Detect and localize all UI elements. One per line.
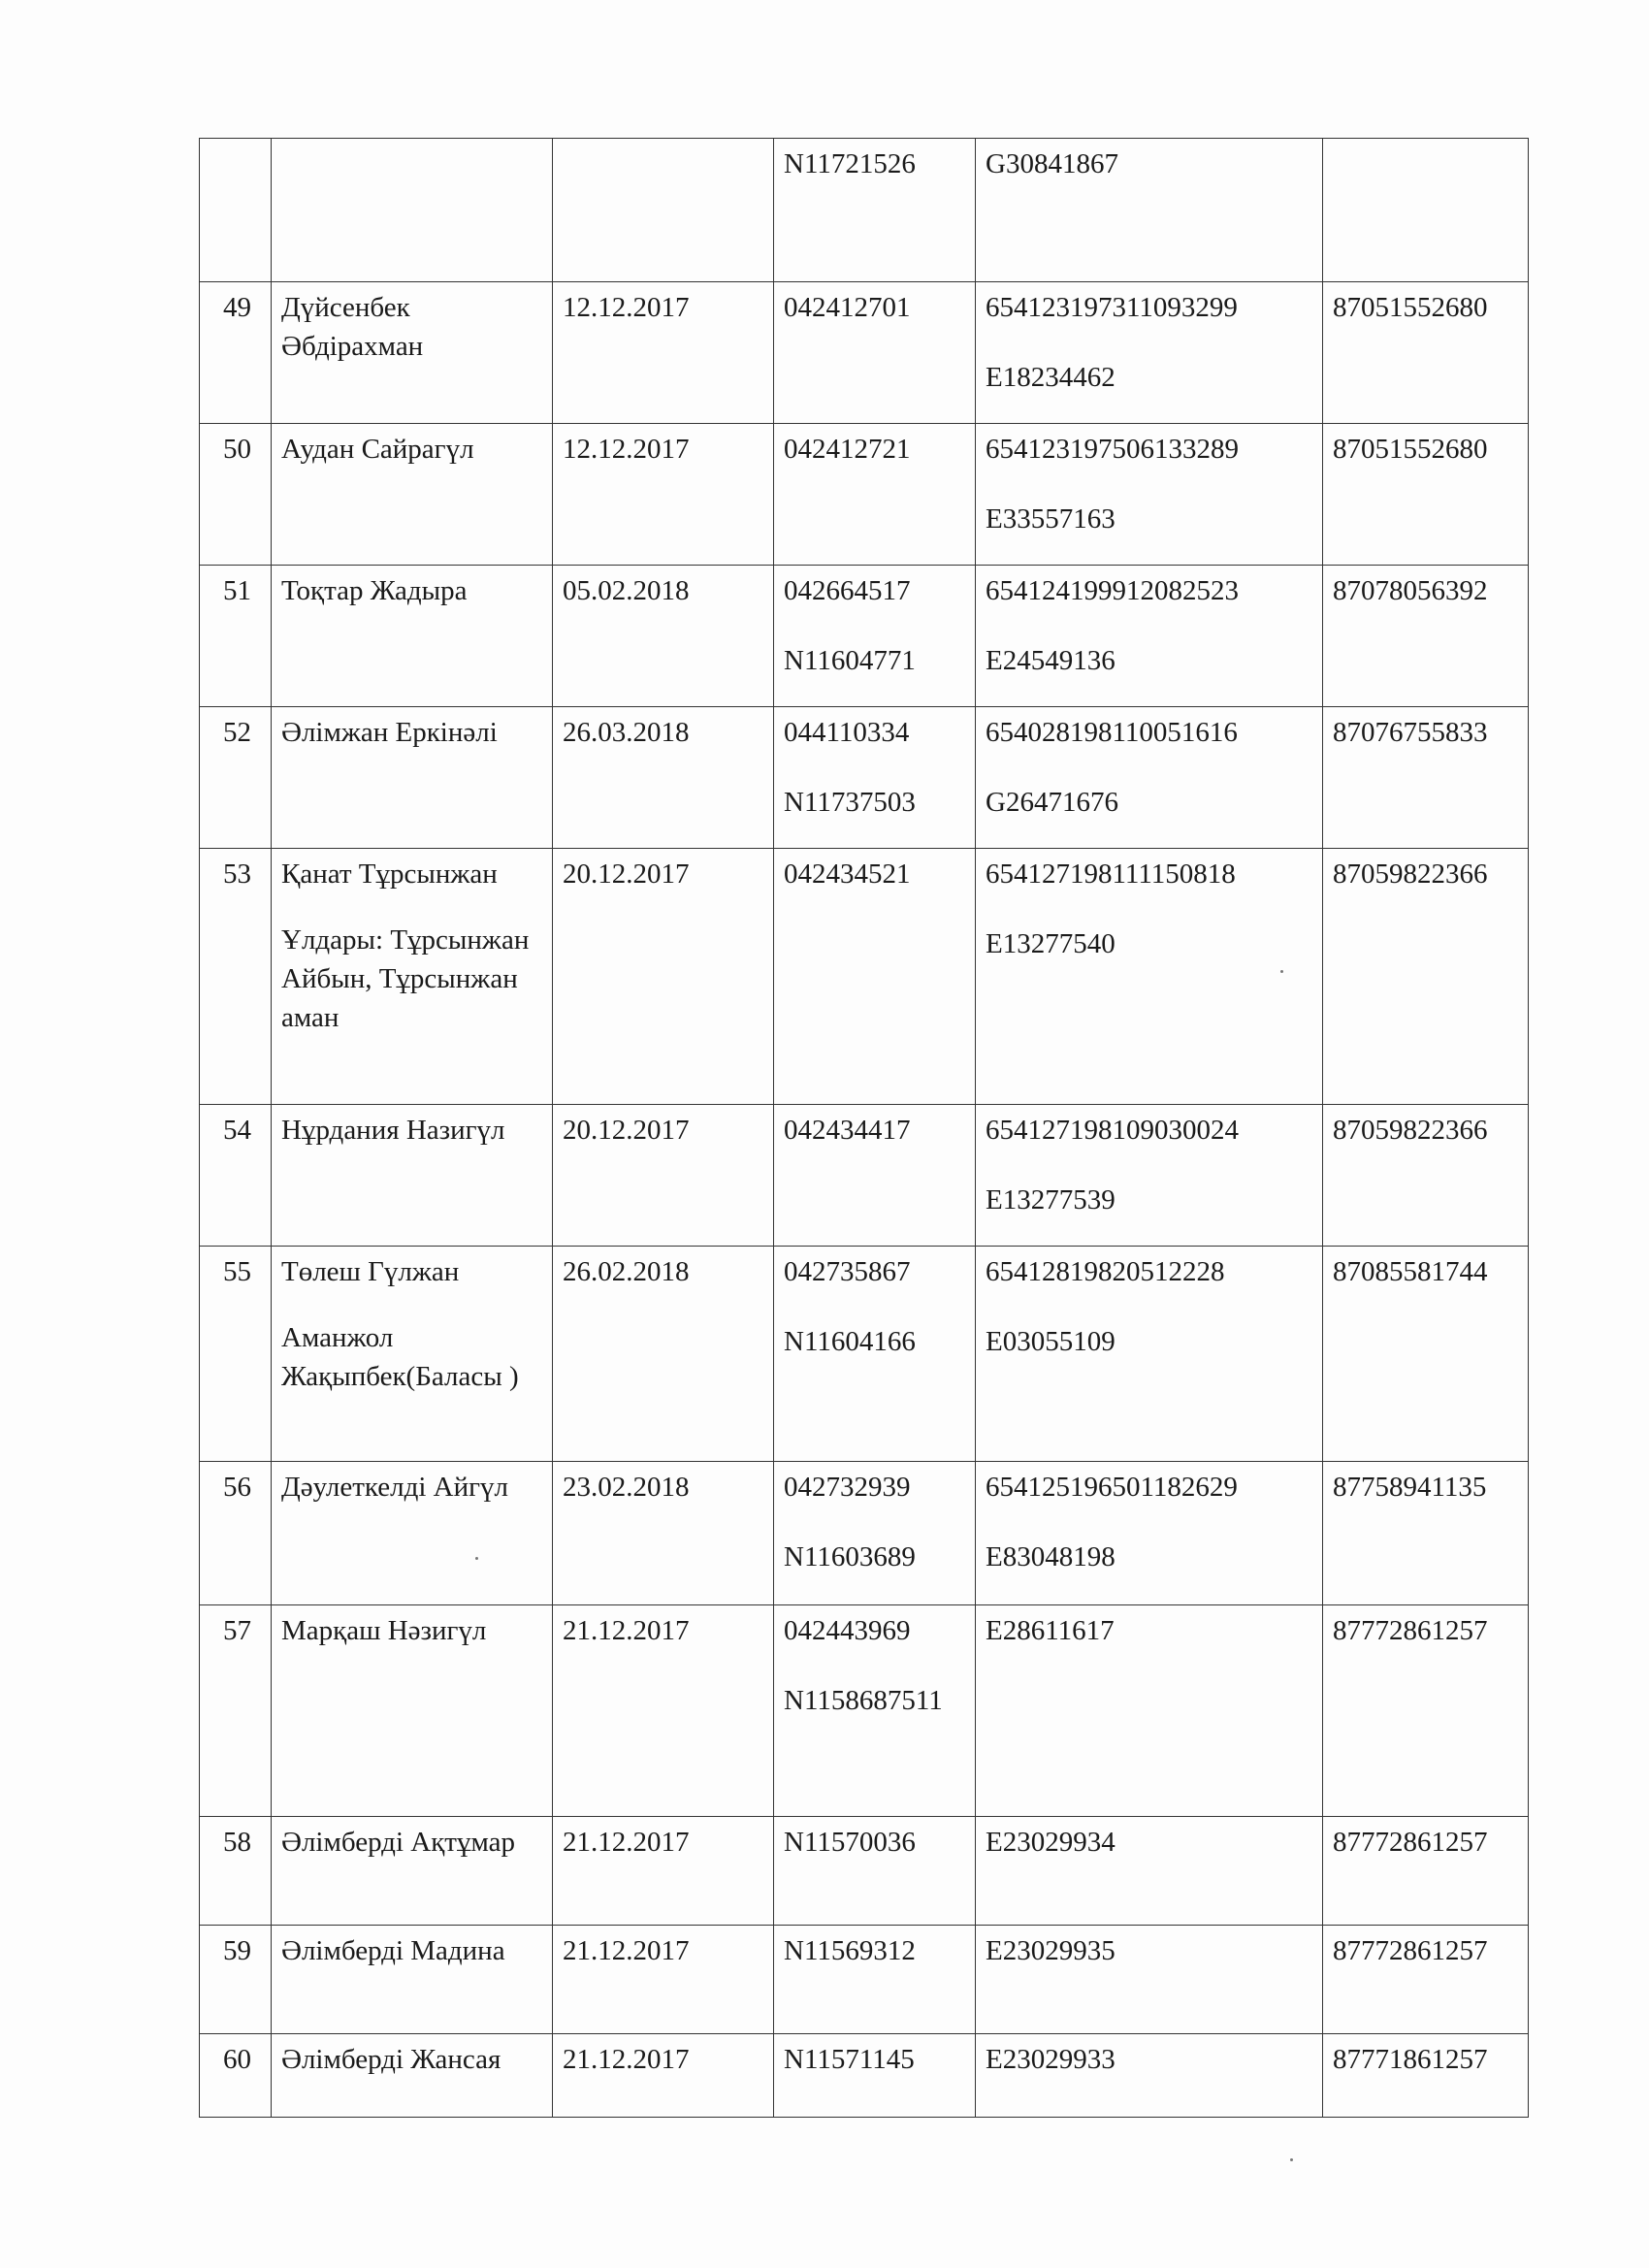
id-number-cell [976, 707, 1323, 849]
id-number-cell [976, 139, 1323, 282]
passport-number: E83048198 [986, 1541, 1116, 1572]
phone-number: 87051552680 [1323, 424, 1529, 566]
document-number: 042434417 [784, 1115, 911, 1146]
person-name: Қанат Тұрсынжан [281, 859, 498, 890]
id-number-cell [976, 566, 1323, 707]
passport-number-secondary: N11604771 [784, 645, 916, 676]
row-number: 50 [200, 424, 272, 566]
table-row [200, 566, 1529, 707]
person-name-cell [272, 849, 553, 1105]
phone-number: 87771861257 [1323, 2034, 1529, 2118]
scan-speck [475, 1557, 478, 1560]
phone-number: 87059822366 [1323, 1105, 1529, 1247]
passport-number: E03055109 [986, 1326, 1116, 1357]
passport-number-secondary: N11604166 [784, 1326, 916, 1357]
date-cell: 26.02.2018 [553, 1247, 774, 1462]
id-number: 654125196501182629 [986, 1472, 1238, 1503]
phone-number: 87076755833 [1323, 707, 1529, 849]
passport-number: E24549136 [986, 645, 1116, 676]
document-number: N11571145 [784, 2044, 915, 2075]
passport-number: G30841867 [986, 148, 1118, 179]
document-number-cell [774, 2034, 976, 2118]
people-table [199, 138, 1529, 2118]
row-number: 52 [200, 707, 272, 849]
date-cell: 21.12.2017 [553, 2034, 774, 2118]
passport-number: E13277540 [986, 928, 1116, 959]
phone-number: 87085581744 [1323, 1247, 1529, 1462]
row-number: 59 [200, 1926, 272, 2034]
table-row [200, 1605, 1529, 1817]
person-name: Төлеш Гүлжан [281, 1256, 460, 1287]
row-number: 58 [200, 1817, 272, 1926]
person-name: Әлімжан Еркінәлі [272, 707, 553, 849]
phone-number: 87772861257 [1323, 1605, 1529, 1817]
table-row [200, 707, 1529, 849]
phone-number: 87772861257 [1323, 1817, 1529, 1926]
document-number-cell [774, 849, 976, 1105]
table-row [200, 1247, 1529, 1462]
table-row [200, 1105, 1529, 1247]
document-number: N11570036 [784, 1827, 916, 1858]
document-number: N11721526 [784, 148, 916, 179]
id-number: 654124199912082523 [986, 575, 1239, 606]
person-name: Нұрдания Назигүл [272, 1105, 553, 1247]
person-name: Әлімберді Жансая [272, 2034, 553, 2118]
row-number: 56 [200, 1462, 272, 1605]
date-cell: 21.12.2017 [553, 1605, 774, 1817]
phone-number: 87078056392 [1323, 566, 1529, 707]
document-number: 042732939 [784, 1472, 911, 1503]
document-number-cell [774, 424, 976, 566]
passport-number: G26471676 [986, 787, 1118, 818]
date-cell: 21.12.2017 [553, 1817, 774, 1926]
document-number-cell [774, 1105, 976, 1247]
row-number: 54 [200, 1105, 272, 1247]
date-cell: 12.12.2017 [553, 424, 774, 566]
id-number: 654127198111150818 [986, 859, 1236, 890]
date-cell: 21.12.2017 [553, 1926, 774, 2034]
id-number-cell [976, 282, 1323, 424]
id-number-cell [976, 1105, 1323, 1247]
document-number: 042412721 [784, 434, 911, 465]
person-name: Дүйсенбек Әбдірахман [272, 282, 553, 424]
children-note: Ұлдары: Тұрсынжан Айбын, Тұрсынжан аман [281, 924, 530, 1033]
document-number: 042735867 [784, 1256, 911, 1287]
document-number: 042434521 [784, 859, 911, 890]
table-row [200, 1462, 1529, 1605]
person-name: Әлімберді Мадина [272, 1926, 553, 2034]
row-number: 55 [200, 1247, 272, 1462]
phone-number: 87758941135 [1323, 1462, 1529, 1605]
document-number-cell [774, 1605, 976, 1817]
row-number: 60 [200, 2034, 272, 2118]
id-number: 65412819820512228 [986, 1256, 1225, 1287]
document-number-cell [774, 1926, 976, 2034]
passport-number: E33557163 [986, 503, 1116, 535]
date-cell [553, 139, 774, 282]
row-number [200, 139, 272, 282]
row-number: 57 [200, 1605, 272, 1817]
person-name: Тоқтар Жадыра [272, 566, 553, 707]
table-row [200, 2034, 1529, 2118]
date-cell: 23.02.2018 [553, 1462, 774, 1605]
document-number: N11569312 [784, 1935, 916, 1966]
id-number: 654123197311093299 [986, 292, 1238, 323]
document-number: 044110334 [784, 717, 910, 748]
passport-number: E28611617 [986, 1615, 1115, 1646]
id-number-cell [976, 1926, 1323, 2034]
id-number-cell [976, 424, 1323, 566]
document-number: 042664517 [784, 575, 911, 606]
id-number-cell [976, 2034, 1323, 2118]
date-cell: 05.02.2018 [553, 566, 774, 707]
document-number-cell [774, 1462, 976, 1605]
date-cell: 26.03.2018 [553, 707, 774, 849]
person-name: Марқаш Нәзигүл [272, 1605, 553, 1817]
phone-number [1323, 139, 1529, 282]
passport-number-secondary: N1158687511 [784, 1685, 943, 1716]
table-row [200, 424, 1529, 566]
table-row [200, 1817, 1529, 1926]
person-name [272, 139, 553, 282]
row-number: 53 [200, 849, 272, 1105]
date-cell: 20.12.2017 [553, 849, 774, 1105]
table-row [200, 282, 1529, 424]
id-number-cell [976, 849, 1323, 1105]
passport-number: E23029934 [986, 1827, 1116, 1858]
child-note: Аманжол Жақыпбек(Баласы ) [281, 1322, 519, 1392]
id-number: 654028198110051616 [986, 717, 1238, 748]
document-number: 042443969 [784, 1615, 911, 1646]
document-number-cell [774, 707, 976, 849]
id-number-cell [976, 1817, 1323, 1926]
table-row [200, 849, 1529, 1105]
id-number-cell [976, 1605, 1323, 1817]
table-row [200, 139, 1529, 282]
person-name-cell [272, 1247, 553, 1462]
date-cell: 12.12.2017 [553, 282, 774, 424]
row-number: 49 [200, 282, 272, 424]
person-name: Әлімберді Ақтұмар [272, 1817, 553, 1926]
document-number-cell [774, 1817, 976, 1926]
id-number-cell [976, 1462, 1323, 1605]
scan-speck [1290, 2158, 1293, 2161]
phone-number: 87051552680 [1323, 282, 1529, 424]
passport-number: E23029933 [986, 2044, 1116, 2075]
passport-number-secondary: N11603689 [784, 1541, 916, 1572]
id-number-cell [976, 1247, 1323, 1462]
document-number-cell [774, 282, 976, 424]
id-number: 654123197506133289 [986, 434, 1239, 465]
passport-number-secondary: N11737503 [784, 787, 916, 818]
table-row [200, 1926, 1529, 2034]
phone-number: 87772861257 [1323, 1926, 1529, 2034]
passport-number: E13277539 [986, 1184, 1116, 1215]
document-number-cell [774, 139, 976, 282]
scan-speck [1280, 970, 1283, 973]
passport-number: E23029935 [986, 1935, 1116, 1966]
person-name: Дәулеткелді Айгүл [272, 1462, 553, 1605]
document-number: 042412701 [784, 292, 911, 323]
document-number-cell [774, 566, 976, 707]
person-name: Аудан Сайрагүл [272, 424, 553, 566]
document-number-cell [774, 1247, 976, 1462]
phone-number: 87059822366 [1323, 849, 1529, 1105]
id-number: 654127198109030024 [986, 1115, 1239, 1146]
date-cell: 20.12.2017 [553, 1105, 774, 1247]
passport-number: E18234462 [986, 362, 1116, 393]
row-number: 51 [200, 566, 272, 707]
